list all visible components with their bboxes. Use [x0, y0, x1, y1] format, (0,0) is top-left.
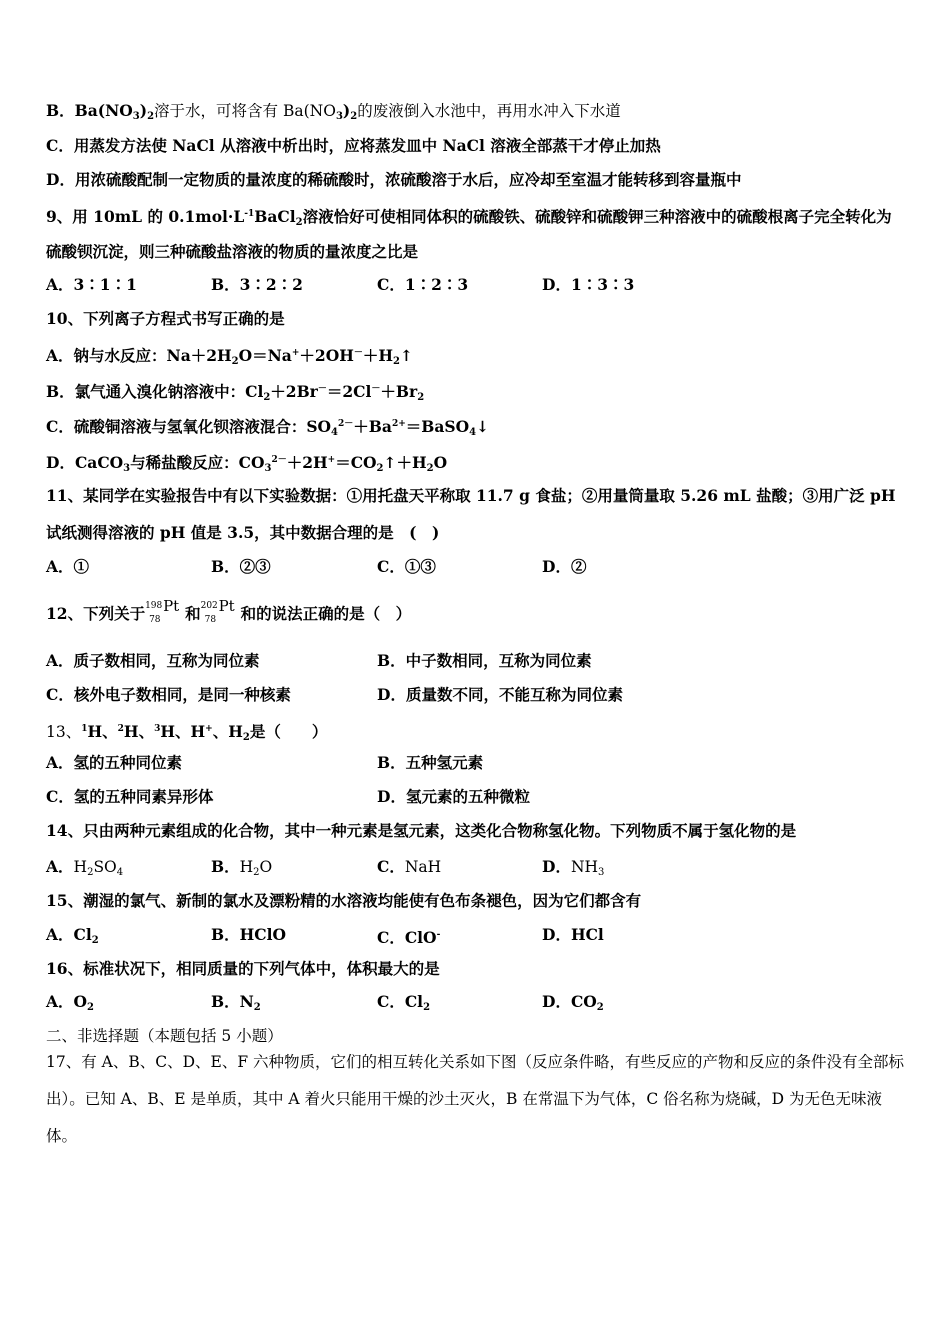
- q14-stem: 14、只由两种元素组成的化合物，其中一种元素是氢元素，这类化合物称氢化物。下列物质不属于氢化物的是: [46, 821, 797, 840]
- q9-stem-line2: 硫酸钡沉淀，则三种硫酸盐溶液的物质的量浓度之比是: [46, 242, 419, 261]
- q16-option-d: D．$CO_2$: [542, 992, 604, 1013]
- q9-option-a: A．3∶1∶1: [46, 275, 137, 294]
- q8-option-b: B．$Ba(NO_3)_2$溶于水，可将含有 $Ba(NO_3)_2$的废液倒入水池中，再用水冲入下水道: [46, 101, 621, 122]
- q9-stem: 9、用 10mL 的 $0.1mol\cdot L^{-1}BaCl_2$溶液恰好可使相同体积的硫酸铁、硫酸锌和硫酸钾三种溶液中的硫酸根离子完全转化为: [46, 207, 892, 228]
- q10-option-c: C．硫酸铜溶液与氢氧化钡溶液混合：$SO_4^{2-}+Ba^{2+}=BaSO_4↓$: [46, 417, 490, 438]
- q10-option-b: B．氯气通入溴化钠溶液中：$Cl_2+2Br^-=2Cl^-+Br_2$: [46, 382, 425, 403]
- section-heading-nonchoice: 二、非选择题（本题包括 5 小题）: [46, 1027, 283, 1045]
- q9-option-d: D．1∶3∶3: [542, 275, 635, 294]
- q9-option-b: B．3∶2∶2: [211, 275, 303, 294]
- q13-option-b: B．五种氢元素: [377, 753, 484, 772]
- q15-option-a: A．$Cl_2$: [46, 925, 99, 946]
- q11-option-a: A．①: [46, 557, 90, 576]
- q17-stem: 17、有 A、B、C、D、E、F 六种物质，它们的相互转化关系如下图（反应条件略，有些反应的产物和反应的条件没有全部标: [46, 1053, 905, 1071]
- q8-option-d: D．用浓硫酸配制一定物质的量浓度的稀硫酸时，浓硫酸溶于水后，应冷却至室温才能转移到容量瓶中: [46, 170, 742, 189]
- q10-stem: 10、下列离子方程式书写正确的是: [46, 309, 285, 328]
- q13-option-d: D．氢元素的五种微粒: [377, 787, 530, 806]
- q11-option-c: C．①③: [377, 557, 436, 576]
- q17-stem-line2: 出）。已知 A、B、E 是单质，其中 A 着火只能用干燥的沙土灭火，B 在常温下为气体，C 俗名称为烧碱，D 为无色无味液: [46, 1090, 883, 1108]
- isotope-pt-202: 202 78 Pt: [200, 597, 235, 625]
- q16-option-b: B．$N_2$: [211, 992, 261, 1013]
- q15-option-b: B．HClO: [211, 925, 286, 944]
- q8-option-c: C．用蒸发方法使 NaCl 从溶液中析出时，应将蒸发皿中 NaCl 溶液全部蒸干才停止加热: [46, 136, 661, 155]
- q12-option-c: C．核外电子数相同，是同一种核素: [46, 685, 291, 704]
- q14-option-b: B．$H_2O$: [211, 857, 273, 878]
- q15-stem: 15、潮湿的氯气、新制的氯水及漂粉精的水溶液均能使有色布条褪色，因为它们都含有: [46, 891, 642, 910]
- q16-option-a: A．$O_2$: [46, 992, 94, 1013]
- q16-option-c: C．$Cl_2$: [377, 992, 431, 1013]
- q13-stem: 13、$^1$H、$^2$H、$^3$H、H+、$H_2$是（ ）: [46, 722, 328, 743]
- q13-option-c: C．氢的五种同素异形体: [46, 787, 214, 806]
- q10-option-d: D．CaCO$_3$与稀盐酸反应：$CO_3^{2-}+2H^+=CO_2↑+H_2O$: [46, 453, 448, 474]
- q12-stem: 12、下列关于 198 78 Pt 和 202 78 Pt 和的说法正确的是（ ）: [46, 602, 411, 628]
- q16-stem: 16、标准状况下，相同质量的下列气体中，体积最大的是: [46, 959, 440, 978]
- q12-option-b: B．中子数相同，互称为同位素: [377, 651, 592, 670]
- q14-option-c: C．NaH: [377, 857, 442, 876]
- q14-option-a: A．$H_2SO_4$: [46, 857, 124, 878]
- q11-stem-line2: 试纸测得溶液的 pH 值是 3.5，其中数据合理的是 ( ): [46, 523, 440, 542]
- q9-option-c: C．1∶2∶3: [377, 275, 469, 294]
- q10-option-a: A．钠与水反应：$Na+2H_2O=Na^++2OH^-+H_2↑$: [46, 346, 413, 367]
- q11-option-b: B．②③: [211, 557, 271, 576]
- q12-option-a: A．质子数相同，互称为同位素: [46, 651, 260, 670]
- q15-option-c: C．ClO-: [377, 928, 441, 947]
- isotope-pt-198: 198 78 Pt: [145, 597, 180, 625]
- q15-option-d: D．HCl: [542, 925, 604, 944]
- q11-option-d: D．②: [542, 557, 587, 576]
- q13-option-a: A．氢的五种同位素: [46, 753, 183, 772]
- q14-option-d: D．$NH_3$: [542, 857, 605, 878]
- q17-stem-line3: 体。: [46, 1127, 78, 1145]
- q12-option-d: D．质量数不同，不能互称为同位素: [377, 685, 623, 704]
- q11-stem: 11、某同学在实验报告中有以下实验数据：①用托盘天平称取 11.7 g 食盐；②用量筒量取 5.26 mL 盐酸；③用广泛 pH: [46, 486, 896, 505]
